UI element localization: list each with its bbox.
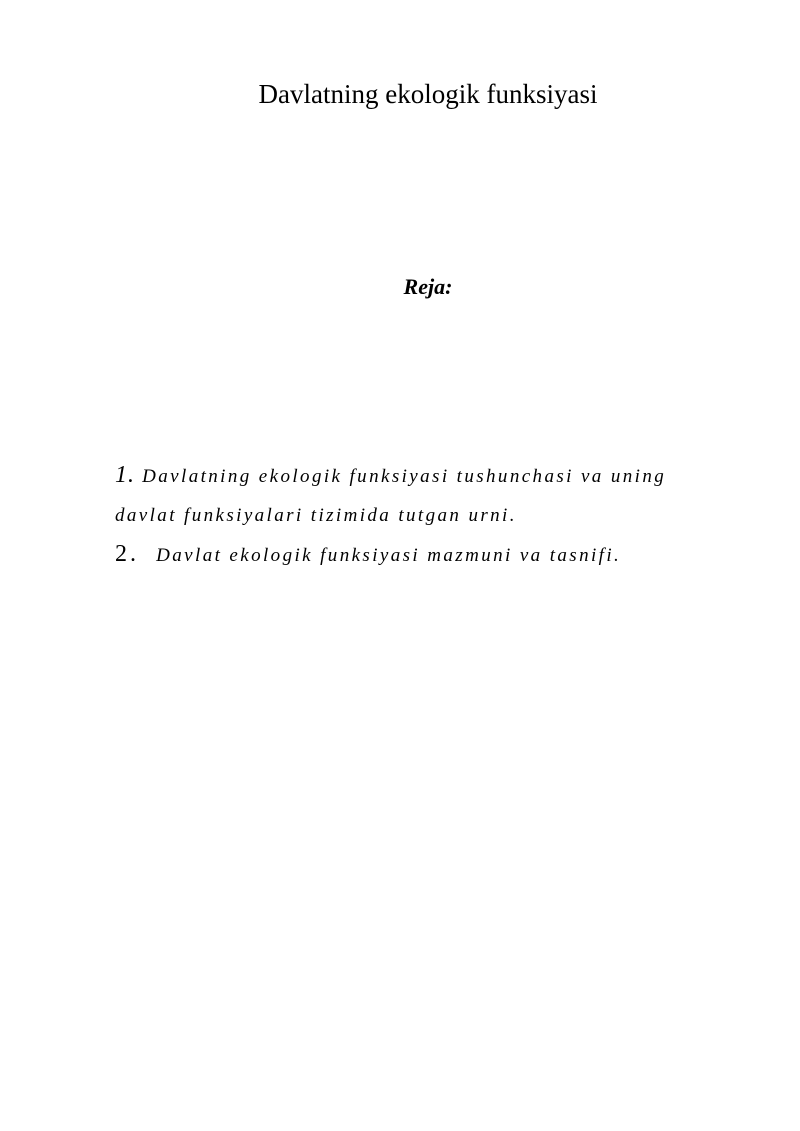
plan-item-text: Davlat ekologik funksiyasi mazmuni va tasnifi.	[156, 545, 622, 566]
plan-item-2	[115, 535, 715, 575]
plan-item-number: 1.	[115, 462, 135, 488]
plan-item-text: Davlatning ekologik funksiyasi tushunchasi va uning davlat funksiyalari tizimida tutgan urni.	[115, 466, 667, 526]
plan-heading: Reja:	[403, 274, 453, 299]
plan-item-number: 2.	[115, 541, 139, 567]
plan-item-1	[115, 456, 715, 535]
document-title: Davlatning ekologik funksiyasi	[258, 79, 598, 109]
plan-list	[115, 456, 715, 575]
